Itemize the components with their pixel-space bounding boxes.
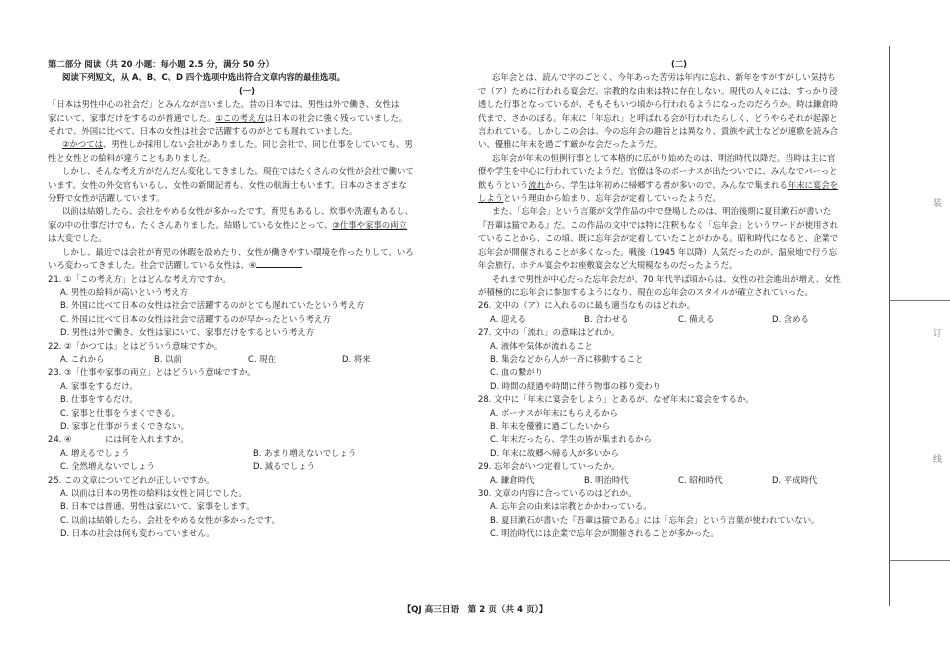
option: A. 忘年会の由来は宗教とかかわっている。	[490, 501, 652, 512]
underlined-phrase: しよう	[478, 193, 504, 204]
passage-text: いろ変わってきました。社会で活躍している女性は、④	[48, 260, 257, 271]
passage-text: それで、外国に比べて、日本の女性は社会で活躍するのがとても遅れていました。	[48, 126, 358, 137]
passage-line	[478, 112, 880, 125]
passage-text: ていることから、この頃、既に忘年会が定着していたことがわかる。昭和時代になると、企業で	[478, 233, 839, 244]
question-text: 22. ②「かつては」とはどういう意味ですか。	[48, 340, 223, 351]
page-footer: 【QJ 高三日语 第 2 页（共 4 页）】	[402, 605, 548, 615]
passage-line	[478, 125, 880, 138]
question-text: 23. ③「仕事や家事の両立」とはどういう意味ですか。	[48, 367, 256, 378]
passage-line	[48, 165, 446, 178]
passage-text: が積極的に忘年会に参加するようになり、現在の忘年会のスタイルが確立されていった。	[478, 286, 813, 297]
passage-text: 以前は結婚したら、会社をやめる女性が多かったです。育児もあるし、炊事や洗濯もあるし、	[62, 206, 414, 217]
passage-line	[48, 138, 446, 151]
question-text: 26. 文中の（ア）に入れるのに最も適当なものはどれか。	[478, 300, 695, 311]
passage-line	[478, 138, 880, 151]
left-column	[48, 58, 446, 541]
option: A. 増えるでしょう	[60, 447, 130, 458]
underlined-phrase: 流れ	[528, 179, 545, 190]
passage-line	[478, 232, 880, 245]
option: B. 年末を優雅に過ごしたいから	[490, 420, 610, 431]
options-row	[478, 474, 880, 487]
passage-line	[478, 246, 880, 259]
passage-text: 年会旅行、ホテル宴会やお座敷宴会など大規模なものだったようだ。	[478, 260, 738, 271]
option: A. 液体や気体が流れること	[490, 340, 594, 351]
options-row	[478, 313, 880, 326]
right-passage	[478, 58, 880, 299]
option: C. 現在	[248, 353, 276, 364]
binding-mark-2: 订	[933, 329, 943, 339]
question-text: 28. 文中に「年末に宴会をしよう」とあるが、なぜ年末に宴会をするか。	[478, 394, 754, 405]
option: B. 仕事をするだけ。	[60, 394, 138, 405]
option: B. 集会などから人が一斉に移動すること	[490, 353, 644, 364]
passage-line	[478, 98, 880, 111]
option: D. 男性は外で働き、女性は家にいて、家事だけをするという考え方	[60, 327, 315, 338]
options-row	[48, 460, 446, 473]
passage-line	[478, 58, 880, 71]
binding-mark-1: 装	[933, 199, 943, 209]
passage-line	[478, 273, 880, 286]
passage-text: 飲もうという流れから、学生は年初めに帰郷する者が多いので、みんなで集まれる年末に宴会を	[478, 179, 838, 190]
option: D. 含める	[772, 313, 809, 324]
question-text: 27. 文中の「流れ」の意味はどれか。	[478, 327, 620, 338]
passage-line	[48, 58, 446, 71]
option: B. あまり増えないでしょう	[253, 447, 357, 458]
question-text: 24. ④ には何を入れますか。	[48, 434, 189, 445]
option: D. 減るでしょう	[253, 461, 315, 472]
option: A. 家事をするだけ。	[60, 380, 138, 391]
option: B. 夏目漱石が書いた『吾輩は猫である』には「忘年会」という言葉が使われていない。	[490, 514, 820, 525]
options-row	[48, 353, 446, 366]
passage-line	[48, 152, 446, 165]
question-text: 21. ①「この考え方」とはどんな考え方ですか。	[48, 273, 231, 284]
passage-text: 『吾輩は猫である』だ。この作品の文中では特に注釈もなく「忘年会」というワードが使用され	[478, 219, 839, 230]
passage-line	[48, 179, 446, 192]
option: D. 将来	[342, 353, 371, 364]
binding-divider-2	[889, 560, 950, 561]
left-passage	[48, 58, 446, 273]
passage-line	[478, 85, 880, 98]
option: C. 備える	[678, 313, 715, 324]
passage-text: また、「忘年会」という言葉が文学作品の中で登場したのは、明治後期に夏目漱石が書いた	[492, 206, 832, 217]
option: A. 鎌倉時代	[490, 474, 535, 485]
binding-mark-3: 线	[933, 455, 943, 465]
option: C. 血の繋がり	[490, 367, 544, 378]
passage-line	[48, 246, 446, 259]
binding-divider-1	[889, 300, 950, 301]
option: C. 昭和時代	[678, 474, 723, 485]
passage-line	[478, 219, 880, 232]
passage-text: しかし、そんな考え方がだんだん変化してきました。現在ではたくさんの女性が会社で働いて	[62, 166, 414, 177]
option: D. 家事と仕事がうまくできない。	[60, 420, 190, 431]
option: B. 外国に比べて日本の女性は社会で活躍するのがとても遅れていたという考え方	[60, 300, 365, 311]
passage-text: 透した行事となっているが、そもそもいつ頃から行われるようになったのだろうか。時は鎌倉時	[478, 99, 839, 110]
passage-line	[48, 125, 446, 138]
passage-text: 第二部分 阅读（共 20 小题：每小题 2.5 分，满分 50 分）	[48, 59, 275, 69]
passage-line	[478, 192, 880, 205]
option: C. 家事と仕事をうまくできる。	[60, 407, 181, 418]
passage-text: しかし、最近では会社が育児の休暇を設めたり、女性が働きやすい環境を作ったりして、いろ	[62, 246, 414, 257]
left-questions	[48, 273, 446, 541]
option: A. 迎える	[490, 313, 527, 324]
option: B. 合わせる	[584, 313, 629, 324]
answer-blank	[256, 259, 302, 268]
option: C. 明治時代には企業で忘年会が開催されることが多かった。	[490, 528, 719, 539]
passage-line	[48, 85, 446, 98]
passage-text: それまで男性が中心だった忘年会だが、70 年代半ば頃からは、女性の社会進出が増え、女性	[492, 273, 841, 284]
passage-line	[48, 71, 446, 84]
passage-line	[48, 205, 446, 218]
passage-text: 忘年会とは、読んで字のごとく、今年あった苦労は年内に忘れ、新年をすがすがしい気持ち	[492, 72, 836, 83]
passage-text: い、優雅に年末を過ごす厳かな会だったようだ。	[478, 139, 663, 150]
option: B. 以前	[154, 353, 182, 364]
option: D. 時間の経過や時間に伴う物事の移り変わり	[490, 380, 661, 391]
option: A. 以前は日本の男性の給料は女性と同じでした。	[60, 488, 247, 498]
passage-text: 代まで、さかのぼる。年末に「年忘れ」と呼ばれる会が行われたらしく、どうやらそれが起源と	[478, 112, 838, 123]
passage-text: は大変でした。	[48, 233, 107, 244]
underlined-phrase: 年末に宴会を	[787, 179, 838, 190]
option: A. ボーナスが年末にもらえるから	[490, 407, 618, 418]
passage-text: で（ア）ために行われる宴会だ。宗教的な由来は特に存在しない。現代の人々には、すっかり浸	[478, 85, 838, 96]
right-questions	[478, 299, 880, 540]
question-text: 25. この文章についてどれが正しいですか。	[48, 474, 215, 485]
underlined-phrase: ③仕事や家事の両立	[332, 219, 407, 230]
passage-text: 忘年会が年末の恒例行事として本格的に広がり始めたのは、明治時代以降だ。当時は主に官	[492, 152, 836, 163]
passage-text: 家の中の仕事だけでも、たくさんありました。結婚している女性にとって、③仕事や家事の両立	[48, 219, 407, 230]
passage-line	[478, 205, 880, 218]
passage-line	[478, 179, 880, 192]
passage-text: しようという理由から始まり、忘年会が定着していったようだ。	[478, 193, 721, 204]
passage-text: (一)	[238, 85, 256, 96]
question-text: 30. 文章の内容に合っているのはどれか。	[478, 488, 637, 498]
option: B. 明治時代	[584, 474, 629, 485]
passage-line	[478, 286, 880, 299]
option: D. 年末に故郷へ帰る人が多いから	[490, 447, 620, 458]
passage-text: 性と女性との給料が違うこともありました。	[48, 152, 216, 163]
passage-text: 忘年会が開催されることが多くなった。戦後（1945 年以降）人気だったのが、温泉地で行う忘	[478, 246, 837, 257]
passage-line	[48, 219, 446, 232]
passage-text: 分野で女性が活躍しています。	[48, 193, 165, 204]
passage-text: (二)	[670, 59, 688, 69]
passage-line	[48, 192, 446, 205]
option: A. 男性の給料が高いという考え方	[60, 286, 189, 297]
passage-text: います。女性の外交官もいるし、女性の新聞記者も、女性の航海士もいます。日本のさまざまな	[48, 179, 407, 190]
option: A. これから	[60, 353, 105, 364]
passage-line	[48, 259, 446, 272]
option: D. 日本の社会は何も変わっていません。	[60, 528, 215, 539]
option: C. 外国に比べて日本の女性は社会で活躍するのが早かったという考え方	[60, 313, 331, 324]
passage-line	[48, 232, 446, 245]
option: C. 年末だったら、学生の皆が集まれるから	[490, 434, 652, 445]
passage-line	[478, 259, 880, 272]
option: C. 全然増えないでしょう	[60, 461, 155, 472]
right-column	[478, 58, 880, 541]
passage-text: 家にいて、家事だけをするのが普通でした。①この考え方は日本の社会に強く残っていました。	[48, 112, 408, 123]
passage-text: 僚や学生を中心に行われていたようだ。官僚は冬のボーナスが出たついでに、みんなでパーっと	[478, 166, 838, 177]
passage-line	[478, 71, 880, 84]
passage-line	[48, 98, 446, 111]
binding-line	[889, 46, 890, 606]
underlined-phrase: ①この考え方	[215, 112, 265, 123]
option: D. 平成時代	[772, 474, 818, 485]
passage-text: 阅读下列短文，从 A、B、C、D 四个选项中选出符合文章内容的最佳选项。	[62, 72, 346, 83]
passage-line	[48, 112, 446, 125]
underlined-phrase: ②かつては	[62, 139, 104, 150]
passage-line	[478, 165, 880, 178]
options-row	[48, 447, 446, 460]
question-text: 29. 忘年会がいつ定着していったか。	[478, 461, 620, 472]
passage-line	[478, 152, 880, 165]
passage-text: 「日本は男性中心の社会だ」とみんなが言いました。昔の日本では、男性は外で働き、女性は	[48, 99, 400, 110]
passage-text: ②かつては、男性しか採用しない会社がありました。同じ会社で、同じ仕事をしていても、男	[62, 139, 413, 150]
option: B. 日本では普通、男性は家にいて、家事をします。	[60, 501, 255, 512]
passage-text: 言われている。しかしこの会は、今の忘年会の趣旨とは異なり、貴族や武士などが連歌を読み合	[478, 126, 839, 137]
option: C. 以前は結婚したら、会社をやめる女性が多かったです。	[60, 514, 280, 525]
